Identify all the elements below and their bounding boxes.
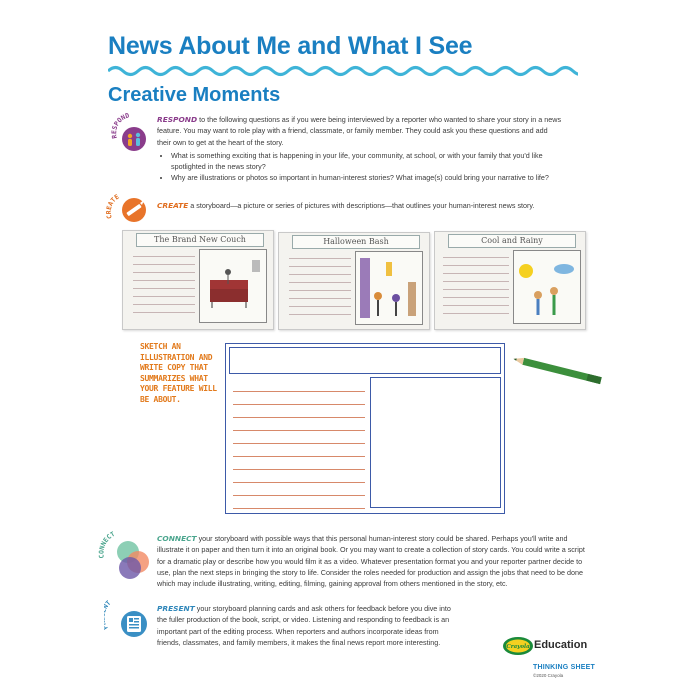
- education-label: Education: [534, 639, 588, 651]
- sketch-copy-line[interactable]: [233, 417, 365, 418]
- page-title: News About Me and What I See: [108, 32, 473, 60]
- connect-badge: [98, 528, 154, 584]
- list-item: • What is something exciting that is happening in your life, your community, at school, or with your family that you'd like spotlighted in the news story?: [171, 150, 562, 173]
- storyboard-title: Cool and Rainy: [448, 234, 576, 248]
- section-subtitle: Creative Moments: [108, 84, 281, 106]
- pencil-icon: [510, 356, 610, 386]
- storyboard-text-lines: [289, 251, 351, 321]
- respond-badge: [110, 112, 154, 156]
- sketch-title-box[interactable]: [229, 347, 501, 374]
- create-icon: [106, 188, 152, 232]
- sketch-copy-line[interactable]: [233, 456, 365, 457]
- connect-icon: [98, 528, 154, 584]
- connect-text: your storyboard with possible ways that this personal human-interest story could be shared. Perhaps you'll write and illustrate it on paper and then turn it into an original book. Or you may want to create a collection of story cards. You could write a script for a dramatic play or describe how you would film it as a video. Whatever presentation format you and your reporter partner decide to use, plan the next steps in bringing the story to life. Consider the roles needed for production and assign the jobs that need to be done which may include illustrating, writing, editing, filming, gaining approval from others mentioned in the story, etc.: [157, 534, 585, 589]
- sketch-copy-line[interactable]: [233, 469, 365, 470]
- sketch-copy-line[interactable]: [233, 495, 365, 496]
- create-paragraph: [157, 200, 557, 211]
- wavy-divider: [108, 64, 578, 78]
- sketch-copy-line[interactable]: [233, 404, 365, 405]
- svg-text:PRESENT: T: [104, 598, 113, 608]
- sketch-copy-line[interactable]: [233, 430, 365, 431]
- svg-text:CONNECT: CONNECT: [98, 529, 117, 559]
- storyboard-illustration: [355, 251, 423, 325]
- create-keyword: CREATE: [157, 201, 189, 210]
- sketch-copy-line[interactable]: [233, 391, 365, 392]
- respond-bullets: [157, 150, 562, 184]
- sketch-illustration-box[interactable]: [370, 377, 501, 508]
- crayola-logo: [502, 636, 534, 656]
- respond-paragraph: [157, 114, 562, 184]
- connect-paragraph: [157, 533, 587, 589]
- storyboard-title: Halloween Bash: [292, 235, 420, 249]
- storyboard-title: The Brand New Couch: [136, 233, 264, 247]
- storyboard-text-lines: [443, 250, 509, 320]
- sketch-copy-line[interactable]: [233, 443, 365, 444]
- svg-text:CREATE: ATE: [106, 192, 121, 208]
- respond-text: to the following questions as if you were being interviewed by a reporter who wanted to share your story in a news feature. You may want to role play with a friend, classmate, or family member. They could ask you these questions and add their own to get at the heart of the story.: [157, 115, 562, 147]
- create-text: a storyboard—a picture or series of pictures with descriptions—that outlines your human-interest news story.: [188, 201, 535, 210]
- thinking-sheet-label: THINKING SHEET: [533, 664, 595, 671]
- present-paragraph: [157, 603, 457, 648]
- sketch-copy-line[interactable]: [233, 508, 365, 509]
- present-icon: [104, 596, 154, 646]
- respond-keyword: RESPOND: [157, 115, 198, 124]
- storyboard-card: [434, 231, 586, 330]
- storyboard-illustration: [199, 249, 267, 323]
- svg-text:RESPOND: RESPOND: [110, 112, 131, 140]
- list-item: • Why are illustrations or photos so important in human-interest stories? What image(s) could bring your narrative to life?: [171, 172, 562, 183]
- sketch-copy-line[interactable]: [233, 482, 365, 483]
- sketch-instruction: SKETCH AN ILLUSTRATION AND WRITE COPY THAT SUMMARIZES WHAT YOUR FEATURE WILL BE ABOUT.: [140, 342, 217, 404]
- copyright: ©2020 Crayola: [533, 673, 564, 678]
- respond-icon: [110, 112, 154, 156]
- present-keyword: PRESENT: [157, 604, 195, 613]
- storyboard-text-lines: [133, 249, 195, 319]
- present-badge: [104, 596, 154, 646]
- present-text: your storyboard planning cards and ask others for feedback before you dive into the fuller production of the book, script, or video. Listening and responding to feedback is an important part of the editing process. When reporters and authors incorporate ideas from friends, classmates, and family members, it makes the final news report more interesting.: [157, 604, 451, 647]
- storyboard-card: [122, 230, 274, 330]
- connect-keyword: CONNECT: [157, 534, 197, 543]
- create-badge: [106, 188, 152, 232]
- storyboard-illustration: [513, 250, 581, 324]
- svg-text:Crayola: Crayola: [506, 644, 530, 650]
- storyboard-card: [278, 232, 430, 330]
